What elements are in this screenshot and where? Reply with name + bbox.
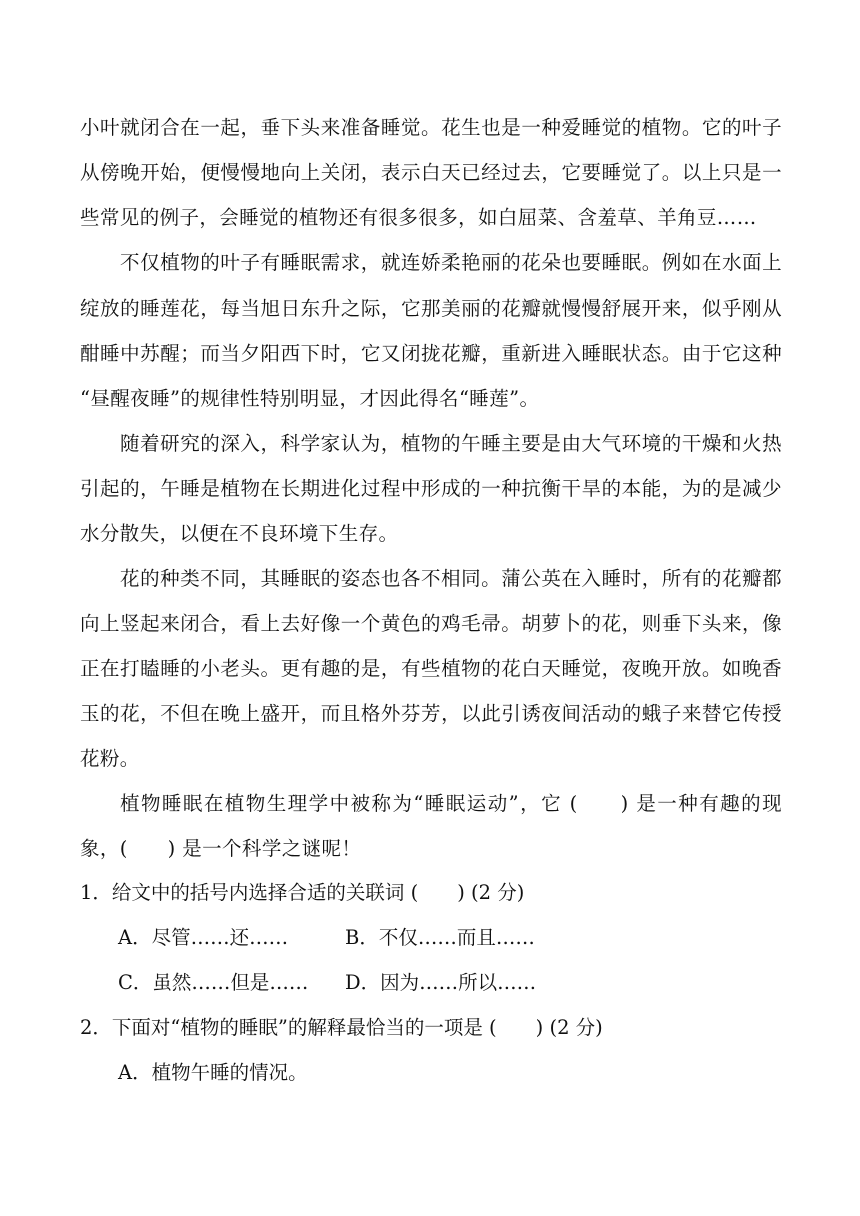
- passage-line: 正在打瞌睡的小老头。更有趣的是，有些植物的花白天睡觉，夜晚开放。如晚香: [80, 657, 782, 680]
- passage-line: 小叶就闭合在一起，垂下头来准备睡觉。花生也是一种爱睡觉的植物。它的叶子: [80, 116, 782, 139]
- question-1-option-a[interactable]: A．尽管……还……: [118, 926, 289, 949]
- passage-line: 象，( ) 是一个科学之谜呢！: [80, 837, 362, 860]
- passage-line: “昼醒夜睡”的规律性特别明显，才因此得名“睡莲”。: [80, 387, 540, 410]
- passage-line: 向上竖起来闭合，看上去好像一个黄色的鸡毛帚。胡萝卜的花，则垂下头来，像: [80, 612, 782, 635]
- passage-line: 花的种类不同，其睡眠的姿态也各不相同。蒲公英在入睡时，所有的花瓣都: [120, 567, 782, 590]
- passage-line: 植物睡眠在植物生理学中被称为“睡眠运动”，它 ( ) 是一种有趣的现: [120, 792, 782, 815]
- question-1-option-c[interactable]: C．虽然……但是……: [118, 971, 309, 994]
- passage-line: 从傍晚开始，便慢慢地向上关闭，表示白天已经过去，它要睡觉了。以上只是一: [80, 161, 782, 184]
- question-2-stem: 2．下面对“植物的睡眠”的解释最恰当的一项是 ( ) (2 分): [80, 1016, 603, 1039]
- passage-line: 不仅植物的叶子有睡眠需求，就连娇柔艳丽的花朵也要睡眠。例如在水面上: [120, 251, 782, 274]
- passage-line: 引起的，午睡是植物在长期进化过程中形成的一种抗衡干旱的本能，为的是减少: [80, 477, 782, 500]
- passage-line: 些常见的例子，会睡觉的植物还有很多很多，如白屈菜、含羞草、羊角豆……: [80, 206, 757, 229]
- question-1-option-b[interactable]: B．不仅……而且……: [345, 926, 535, 949]
- passage-line: 绽放的睡莲花，每当旭日东升之际，它那美丽的花瓣就慢慢舒展开来，似乎刚从: [80, 297, 782, 320]
- passage-line: 随着研究的深入，科学家认为，植物的午睡主要是由大气环境的干燥和火热: [120, 432, 782, 455]
- passage-line: 酣睡中苏醒；而当夕阳西下时，它又闭拢花瓣，重新进入睡眠状态。由于它这种: [80, 342, 782, 365]
- question-2-option-a[interactable]: A．植物午睡的情况。: [118, 1061, 308, 1084]
- question-1-option-d[interactable]: D．因为……所以……: [345, 971, 537, 994]
- passage-line: 水分散失，以便在不良环境下生存。: [80, 522, 399, 545]
- passage-line: 玉的花，不但在晚上盛开，而且格外芬芳，以此引诱夜间活动的蛾子来替它传授: [80, 702, 782, 725]
- question-1-stem: 1．给文中的括号内选择合适的关联词 ( ) (2 分): [80, 881, 525, 904]
- passage-line: 花粉。: [80, 747, 140, 770]
